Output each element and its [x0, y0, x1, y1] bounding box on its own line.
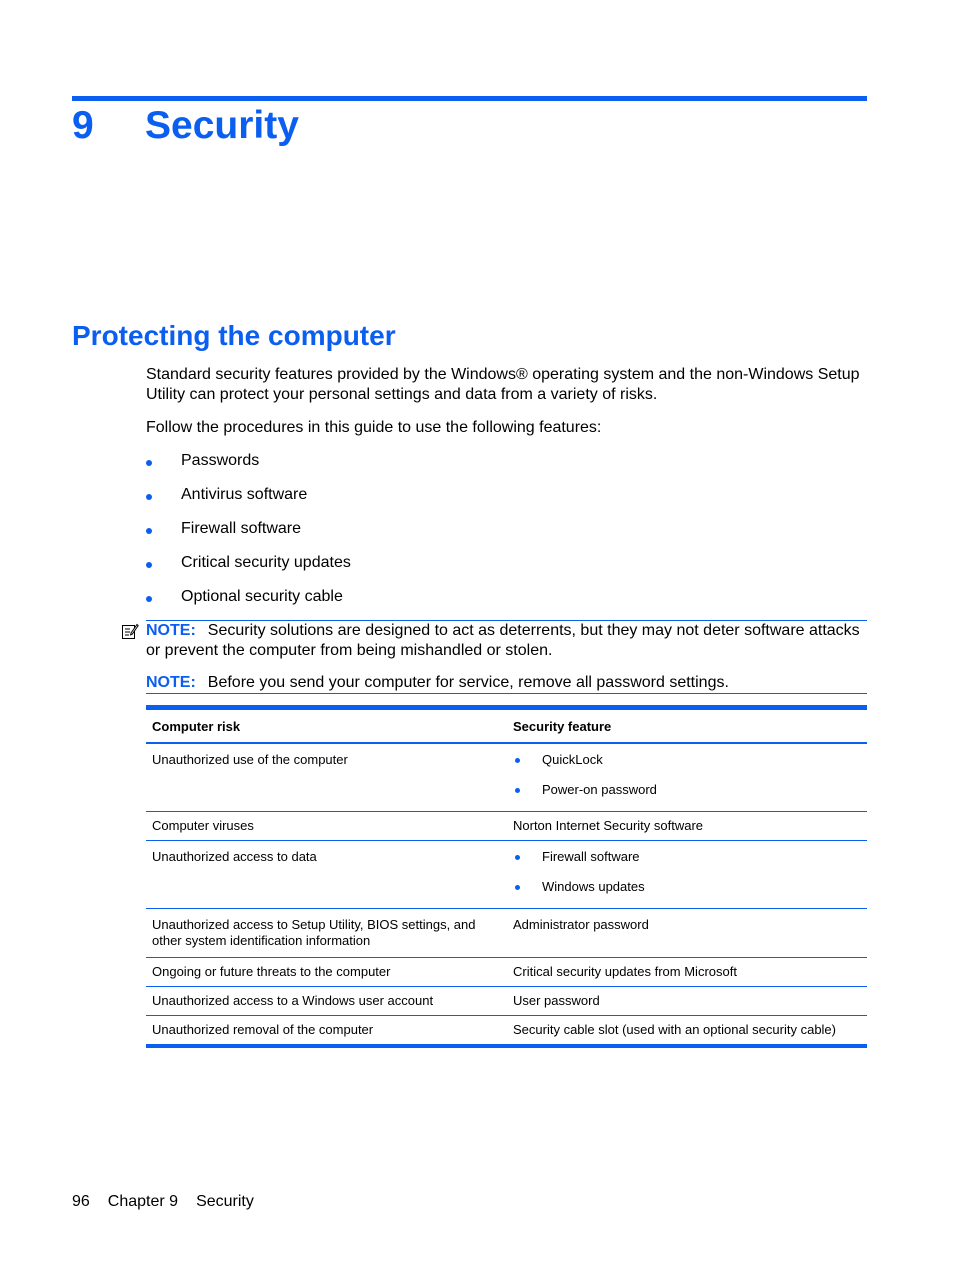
- list-item: QuickLock: [513, 752, 867, 782]
- footer-chapter: Chapter 9: [107, 1193, 179, 1210]
- chapter-title: Security: [145, 104, 299, 147]
- note-text: Before you send your computer for service, remove all password settings.: [207, 674, 729, 691]
- risk-cell: Unauthorized access to Setup Utility, BIOS settings, and other system identification information: [152, 917, 476, 948]
- bullet-icon: [146, 460, 152, 466]
- note-label: NOTE:: [146, 622, 196, 639]
- risk-cell: Unauthorized access to data: [152, 849, 317, 864]
- table-header: [146, 710, 867, 744]
- risk-table: [146, 705, 867, 1048]
- risk-cell: Computer viruses: [152, 818, 254, 833]
- note-label: NOTE:: [146, 674, 196, 691]
- note-1: [146, 620, 867, 661]
- feature-cell: [507, 744, 867, 811]
- table-row: [146, 958, 867, 987]
- feature-cell: Norton Internet Security software: [513, 818, 704, 833]
- bullet-icon: [515, 855, 520, 860]
- note-text: Security solutions are designed to act as deterrents, but they may not deter software attacks or prevent the computer from being mishandled or stolen.: [146, 622, 860, 659]
- procedures-paragraph: Follow the procedures in this guide to use the following features:: [146, 419, 602, 436]
- feature-cell: User password: [513, 993, 600, 1008]
- page-number: 96: [72, 1193, 90, 1210]
- feature-bullets: [513, 752, 867, 803]
- table-row: [146, 909, 867, 958]
- risk-cell: Ongoing or future threats to the computer: [152, 964, 391, 979]
- bullet-icon: [146, 494, 152, 500]
- bullet-icon: [515, 758, 520, 763]
- list-item: Windows updates: [513, 879, 867, 900]
- column-header-feature: Security feature: [513, 718, 612, 734]
- chapter-number: 9: [72, 104, 94, 147]
- risk-cell: Unauthorized removal of the computer: [152, 1022, 374, 1037]
- feature-cell: [507, 841, 867, 908]
- note-pencil-icon: [121, 622, 139, 640]
- risk-cell: Unauthorized access to a Windows user account: [152, 993, 434, 1008]
- table-row: [146, 841, 867, 909]
- feature-cell: Administrator password: [513, 917, 649, 932]
- table-row: [146, 744, 867, 812]
- table-row: [146, 812, 867, 841]
- footer-title: Security: [196, 1193, 254, 1210]
- list-item: Power-on password: [513, 782, 867, 803]
- feature-cell: Security cable slot (used with an optional security cable): [513, 1022, 836, 1037]
- section-title: Protecting the computer: [72, 320, 396, 351]
- bullet-icon: [146, 562, 152, 568]
- bullet-icon: [146, 528, 152, 534]
- risk-cell: Unauthorized use of the computer: [152, 752, 348, 767]
- table-row: [146, 1016, 867, 1044]
- intro-paragraph: Standard security features provided by the Windows® operating system and the non-Windows Setup Utility can protect your personal settings and data from a variety of risks.: [146, 366, 860, 403]
- list-item: Firewall software: [513, 849, 867, 879]
- bullet-icon: [515, 788, 520, 793]
- feature-bullets: [513, 849, 867, 900]
- table-row: [146, 987, 867, 1016]
- bullet-icon: [146, 596, 152, 602]
- bullet-icon: [515, 885, 520, 890]
- page-footer: [72, 1192, 254, 1212]
- column-header-risk: Computer risk: [152, 718, 241, 734]
- feature-cell: Critical security updates from Microsoft: [513, 964, 737, 979]
- note-2: [146, 673, 867, 694]
